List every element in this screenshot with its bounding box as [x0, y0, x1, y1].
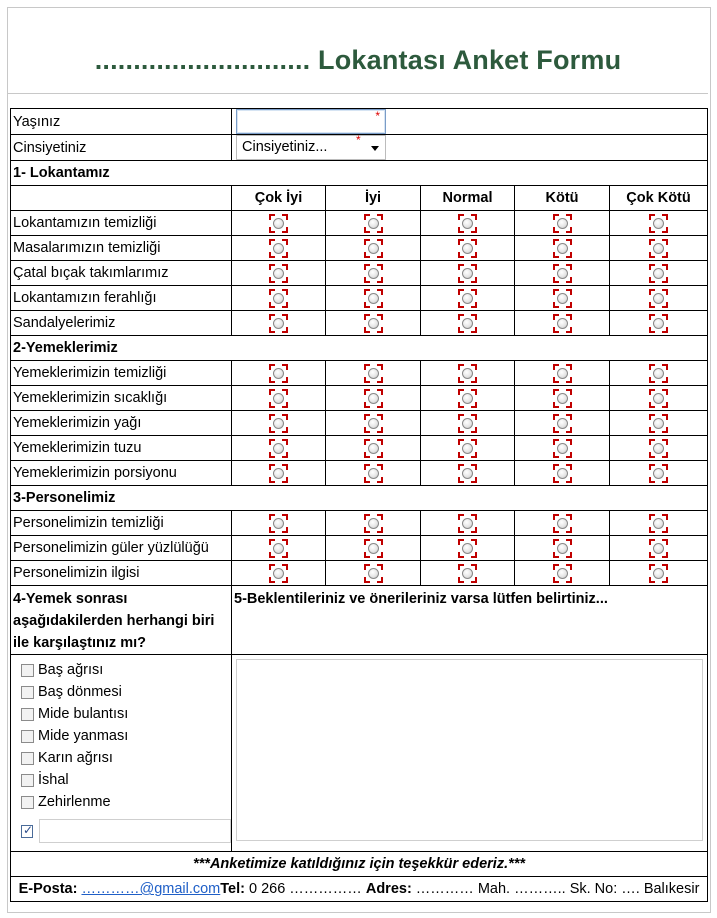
- rating-cell: [232, 211, 326, 236]
- radio-circle-icon: [653, 218, 664, 229]
- rating-radio[interactable]: [458, 264, 477, 283]
- rating-cell: [515, 461, 610, 486]
- section-title: 1- Lokantamız: [11, 161, 708, 186]
- question-row: [11, 436, 708, 461]
- radio-circle-icon: [462, 243, 473, 254]
- survey-table: [10, 108, 708, 902]
- rating-header: Çok Kötü: [610, 186, 708, 211]
- radio-circle-icon: [462, 293, 473, 304]
- rating-cell: [421, 561, 515, 586]
- question-label: Personelimizin güler yüzlülüğü: [11, 536, 232, 561]
- radio-circle-icon: [368, 568, 379, 579]
- rating-cell: [326, 386, 421, 411]
- rating-cell: [515, 311, 610, 336]
- rating-header: İyi: [326, 186, 421, 211]
- question-row: [11, 561, 708, 586]
- rating-cell: [421, 236, 515, 261]
- rating-radio[interactable]: [649, 214, 668, 233]
- symptom-option[interactable]: [21, 725, 231, 747]
- radio-circle-icon: [557, 293, 568, 304]
- question-label: Yemeklerimizin sıcaklığı: [11, 386, 232, 411]
- section-title: 2-Yemeklerimiz: [11, 336, 708, 361]
- rating-cell: [515, 511, 610, 536]
- rating-radio[interactable]: [269, 289, 288, 308]
- rating-cell: [232, 461, 326, 486]
- rating-radio[interactable]: [364, 364, 383, 383]
- rating-cell: [515, 561, 610, 586]
- rating-cell: [610, 236, 708, 261]
- radio-circle-icon: [368, 468, 379, 479]
- section-title: 3-Personelimiz: [11, 486, 708, 511]
- question-row: [11, 286, 708, 311]
- rating-cell: [421, 261, 515, 286]
- rating-cell: [232, 536, 326, 561]
- rating-radio[interactable]: [458, 214, 477, 233]
- age-input[interactable]: [236, 109, 386, 134]
- radio-circle-icon: [653, 568, 664, 579]
- rating-radio[interactable]: [269, 264, 288, 283]
- radio-circle-icon: [462, 218, 473, 229]
- radio-circle-icon: [557, 443, 568, 454]
- rating-radio[interactable]: [553, 389, 572, 408]
- radio-circle-icon: [557, 318, 568, 329]
- radio-circle-icon: [462, 568, 473, 579]
- radio-circle-icon: [653, 368, 664, 379]
- radio-circle-icon: [273, 543, 284, 554]
- rating-cell: [421, 411, 515, 436]
- question-label: Yemeklerimizin temizliği: [11, 361, 232, 386]
- rating-cell: [421, 211, 515, 236]
- rating-radio[interactable]: [269, 239, 288, 258]
- rating-radio[interactable]: [458, 539, 477, 558]
- rating-cell: [232, 386, 326, 411]
- rating-cell: [515, 386, 610, 411]
- rating-radio[interactable]: [364, 439, 383, 458]
- radio-circle-icon: [653, 543, 664, 554]
- rating-cell: [610, 311, 708, 336]
- radio-circle-icon: [653, 468, 664, 479]
- symptom-other-option[interactable]: [21, 817, 231, 845]
- rating-radio[interactable]: [269, 214, 288, 233]
- rating-radio[interactable]: [364, 239, 383, 258]
- question-label: Lokantamızın ferahlığı: [11, 286, 232, 311]
- radio-circle-icon: [368, 318, 379, 329]
- symptom-option-label: Baş dönmesi: [38, 684, 122, 700]
- radio-circle-icon: [368, 443, 379, 454]
- rating-cell: [232, 436, 326, 461]
- radio-circle-icon: [368, 293, 379, 304]
- radio-circle-icon: [557, 393, 568, 404]
- rating-radio[interactable]: [553, 364, 572, 383]
- address-value: ………… Mah. ……….. Sk. No: …. Balıkesir: [411, 881, 700, 897]
- tel-label: Tel:: [220, 881, 245, 897]
- symptom-option[interactable]: [21, 681, 231, 703]
- rating-radio[interactable]: [649, 364, 668, 383]
- radio-circle-icon: [557, 243, 568, 254]
- rating-radio[interactable]: [269, 539, 288, 558]
- other-symptom-input[interactable]: [39, 819, 231, 843]
- symptom-option-label: Mide yanması: [38, 728, 129, 744]
- symptom-option[interactable]: [21, 747, 231, 769]
- rating-header-blank: [11, 186, 232, 211]
- symptom-option[interactable]: [21, 769, 231, 791]
- rating-radio[interactable]: [458, 564, 477, 583]
- rating-radio[interactable]: [269, 364, 288, 383]
- radio-circle-icon: [462, 443, 473, 454]
- rating-cell: [610, 511, 708, 536]
- rating-radio[interactable]: [458, 314, 477, 333]
- question-label: Personelimizin ilgisi: [11, 561, 232, 586]
- radio-circle-icon: [368, 393, 379, 404]
- radio-circle-icon: [653, 518, 664, 529]
- radio-circle-icon: [557, 218, 568, 229]
- rating-cell: [232, 561, 326, 586]
- question-label: Yemeklerimizin yağı: [11, 411, 232, 436]
- rating-cell: [326, 261, 421, 286]
- radio-circle-icon: [273, 268, 284, 279]
- rating-radio[interactable]: [649, 539, 668, 558]
- rating-radio[interactable]: [458, 414, 477, 433]
- rating-cell: [610, 536, 708, 561]
- thanks-note: ***Anketimize katıldığınız için teşekkür ederiz.***: [11, 852, 708, 877]
- radio-circle-icon: [557, 518, 568, 529]
- radio-circle-icon: [462, 518, 473, 529]
- age-label: Yaşınız: [11, 109, 232, 135]
- rating-radio[interactable]: [364, 514, 383, 533]
- radio-circle-icon: [462, 368, 473, 379]
- rating-cell: [421, 286, 515, 311]
- other-checkbox[interactable]: [21, 825, 33, 838]
- rating-radio[interactable]: [553, 314, 572, 333]
- radio-circle-icon: [368, 243, 379, 254]
- question-label: Lokantamızın temizliği: [11, 211, 232, 236]
- question-label: Masalarımızın temizliği: [11, 236, 232, 261]
- rating-cell: [232, 311, 326, 336]
- checkbox[interactable]: [21, 752, 34, 765]
- question-row: [11, 386, 708, 411]
- rating-radio[interactable]: [458, 239, 477, 258]
- symptom-option-label: Zehirlenme: [38, 794, 111, 810]
- radio-circle-icon: [273, 568, 284, 579]
- rating-radio[interactable]: [649, 439, 668, 458]
- rating-radio[interactable]: [649, 464, 668, 483]
- radio-circle-icon: [462, 418, 473, 429]
- rating-cell: [610, 436, 708, 461]
- rating-cell: [326, 411, 421, 436]
- question-row: [11, 361, 708, 386]
- radio-circle-icon: [557, 268, 568, 279]
- suggestions-textarea[interactable]: [236, 659, 703, 841]
- rating-radio[interactable]: [649, 289, 668, 308]
- rating-radio[interactable]: [553, 264, 572, 283]
- radio-circle-icon: [273, 468, 284, 479]
- checkbox[interactable]: [21, 774, 34, 787]
- radio-circle-icon: [653, 243, 664, 254]
- rating-radio[interactable]: [269, 464, 288, 483]
- question-row: [11, 411, 708, 436]
- radio-circle-icon: [273, 218, 284, 229]
- rating-radio[interactable]: [649, 314, 668, 333]
- rating-radio[interactable]: [458, 464, 477, 483]
- rating-radio[interactable]: [458, 514, 477, 533]
- symptom-option-label: Baş ağrısı: [38, 662, 104, 678]
- question5-title: 5-Beklentileriniz ve önerileriniz varsa lütfen belirtiniz...: [232, 586, 708, 655]
- rating-cell: [421, 361, 515, 386]
- rating-cell: [610, 461, 708, 486]
- rating-cell: [326, 436, 421, 461]
- rating-radio[interactable]: [649, 264, 668, 283]
- radio-circle-icon: [368, 368, 379, 379]
- rating-cell: [232, 361, 326, 386]
- radio-circle-icon: [557, 468, 568, 479]
- rating-cell: [610, 361, 708, 386]
- page-title: ............................ Lokantası Anket Formu: [8, 8, 708, 94]
- required-mark: *: [375, 109, 380, 123]
- radio-circle-icon: [368, 418, 379, 429]
- rating-cell: [232, 261, 326, 286]
- radio-circle-icon: [462, 543, 473, 554]
- rating-cell: [610, 386, 708, 411]
- rating-radio[interactable]: [553, 414, 572, 433]
- rating-header: Kötü: [515, 186, 610, 211]
- rating-cell: [515, 261, 610, 286]
- symptom-checklist: [11, 655, 231, 845]
- email-link[interactable]: …………@gmail.com: [81, 881, 221, 897]
- rating-radio[interactable]: [269, 514, 288, 533]
- radio-circle-icon: [368, 218, 379, 229]
- symptom-option[interactable]: [21, 703, 231, 725]
- rating-radio[interactable]: [364, 289, 383, 308]
- rating-radio[interactable]: [649, 239, 668, 258]
- rating-radio[interactable]: [553, 464, 572, 483]
- radio-circle-icon: [557, 543, 568, 554]
- rating-radio[interactable]: [364, 389, 383, 408]
- rating-radio[interactable]: [364, 464, 383, 483]
- radio-circle-icon: [653, 443, 664, 454]
- question-label: Yemeklerimizin porsiyonu: [11, 461, 232, 486]
- rating-cell: [232, 511, 326, 536]
- rating-radio[interactable]: [553, 539, 572, 558]
- rating-radio[interactable]: [364, 414, 383, 433]
- rating-cell: [232, 286, 326, 311]
- radio-circle-icon: [273, 293, 284, 304]
- symptom-option-label: İshal: [38, 772, 69, 788]
- rating-header: Çok İyi: [232, 186, 326, 211]
- symptom-option[interactable]: [21, 791, 231, 813]
- radio-circle-icon: [653, 318, 664, 329]
- section-header: [11, 486, 708, 511]
- question-row: [11, 311, 708, 336]
- symptom-option-label: Mide bulantısı: [38, 706, 129, 722]
- rating-radio[interactable]: [269, 414, 288, 433]
- rating-header-row: [11, 186, 708, 211]
- radio-circle-icon: [557, 568, 568, 579]
- rating-radio[interactable]: [269, 314, 288, 333]
- checkbox[interactable]: [21, 730, 34, 743]
- rating-radio[interactable]: [649, 414, 668, 433]
- rating-cell: [326, 286, 421, 311]
- radio-circle-icon: [653, 393, 664, 404]
- gender-select[interactable]: [236, 135, 386, 160]
- radio-circle-icon: [273, 318, 284, 329]
- radio-circle-icon: [653, 293, 664, 304]
- radio-circle-icon: [273, 243, 284, 254]
- radio-circle-icon: [462, 268, 473, 279]
- rating-cell: [326, 561, 421, 586]
- contact-line: [11, 877, 708, 902]
- rating-radio[interactable]: [553, 239, 572, 258]
- rating-radio[interactable]: [553, 214, 572, 233]
- required-mark: *: [356, 134, 361, 147]
- radio-circle-icon: [557, 418, 568, 429]
- section-header: [11, 336, 708, 361]
- rating-radio[interactable]: [458, 289, 477, 308]
- rating-cell: [515, 436, 610, 461]
- rating-cell: [421, 536, 515, 561]
- radio-circle-icon: [653, 418, 664, 429]
- rating-radio[interactable]: [553, 514, 572, 533]
- rating-radio[interactable]: [269, 439, 288, 458]
- rating-cell: [326, 311, 421, 336]
- rating-cell: [515, 536, 610, 561]
- rating-cell: [421, 511, 515, 536]
- gender-label: Cinsiyetiniz: [11, 135, 232, 161]
- radio-circle-icon: [462, 318, 473, 329]
- rating-cell: [232, 236, 326, 261]
- question-label: Yemeklerimizin tuzu: [11, 436, 232, 461]
- question-row: [11, 536, 708, 561]
- question-label: Personelimizin temizliği: [11, 511, 232, 536]
- chevron-down-icon: [371, 146, 379, 151]
- rating-radio[interactable]: [364, 564, 383, 583]
- rating-cell: [610, 261, 708, 286]
- rating-header: Normal: [421, 186, 515, 211]
- symptom-option-label: Karın ağrısı: [38, 750, 113, 766]
- section-header: [11, 161, 708, 186]
- radio-circle-icon: [557, 368, 568, 379]
- question-label: Sandalyelerimiz: [11, 311, 232, 336]
- rating-radio[interactable]: [364, 264, 383, 283]
- rating-cell: [610, 211, 708, 236]
- email-label: E-Posta:: [18, 881, 78, 897]
- rating-cell: [610, 561, 708, 586]
- rating-radio[interactable]: [364, 214, 383, 233]
- checkbox[interactable]: [21, 686, 34, 699]
- gender-select-value: Cinsiyetiniz...: [242, 139, 328, 155]
- question4-title: 4-Yemek sonrası aşağıdakilerden herhangi biri ile karşılaştınız mı?: [11, 586, 232, 655]
- question-label: Çatal bıçak takımlarımız: [11, 261, 232, 286]
- rating-cell: [515, 361, 610, 386]
- rating-radio[interactable]: [553, 439, 572, 458]
- question-row: [11, 461, 708, 486]
- radio-circle-icon: [368, 518, 379, 529]
- rating-cell: [515, 236, 610, 261]
- radio-circle-icon: [273, 443, 284, 454]
- rating-cell: [610, 411, 708, 436]
- checkbox[interactable]: [21, 708, 34, 721]
- rating-radio[interactable]: [364, 539, 383, 558]
- symptom-option[interactable]: [21, 659, 231, 681]
- question-row: [11, 261, 708, 286]
- rating-cell: [421, 311, 515, 336]
- rating-radio[interactable]: [553, 289, 572, 308]
- rating-cell: [421, 461, 515, 486]
- rating-radio[interactable]: [458, 439, 477, 458]
- rating-radio[interactable]: [649, 389, 668, 408]
- rating-cell: [326, 536, 421, 561]
- rating-radio[interactable]: [458, 364, 477, 383]
- rating-cell: [610, 286, 708, 311]
- rating-cell: [515, 211, 610, 236]
- rating-radio[interactable]: [553, 564, 572, 583]
- rating-cell: [515, 286, 610, 311]
- radio-circle-icon: [368, 543, 379, 554]
- radio-circle-icon: [273, 393, 284, 404]
- rating-cell: [421, 386, 515, 411]
- rating-cell: [326, 211, 421, 236]
- rating-cell: [326, 361, 421, 386]
- radio-circle-icon: [653, 268, 664, 279]
- rating-cell: [232, 411, 326, 436]
- rating-radio[interactable]: [364, 314, 383, 333]
- checkbox[interactable]: [21, 664, 34, 677]
- checkbox[interactable]: [21, 796, 34, 809]
- radio-circle-icon: [368, 268, 379, 279]
- radio-circle-icon: [273, 418, 284, 429]
- radio-circle-icon: [273, 518, 284, 529]
- rating-cell: [326, 461, 421, 486]
- rating-cell: [326, 236, 421, 261]
- rating-radio[interactable]: [649, 514, 668, 533]
- radio-circle-icon: [273, 368, 284, 379]
- radio-circle-icon: [462, 468, 473, 479]
- rating-radio[interactable]: [458, 389, 477, 408]
- rating-radio[interactable]: [649, 564, 668, 583]
- rating-cell: [515, 411, 610, 436]
- rating-cell: [326, 511, 421, 536]
- question-row: [11, 236, 708, 261]
- rating-radio[interactable]: [269, 389, 288, 408]
- rating-radio[interactable]: [269, 564, 288, 583]
- rating-cell: [421, 436, 515, 461]
- tel-value: 0 266 ……………: [244, 881, 366, 897]
- question-row: [11, 211, 708, 236]
- address-label: Adres:: [365, 881, 412, 897]
- radio-circle-icon: [462, 393, 473, 404]
- question-row: [11, 511, 708, 536]
